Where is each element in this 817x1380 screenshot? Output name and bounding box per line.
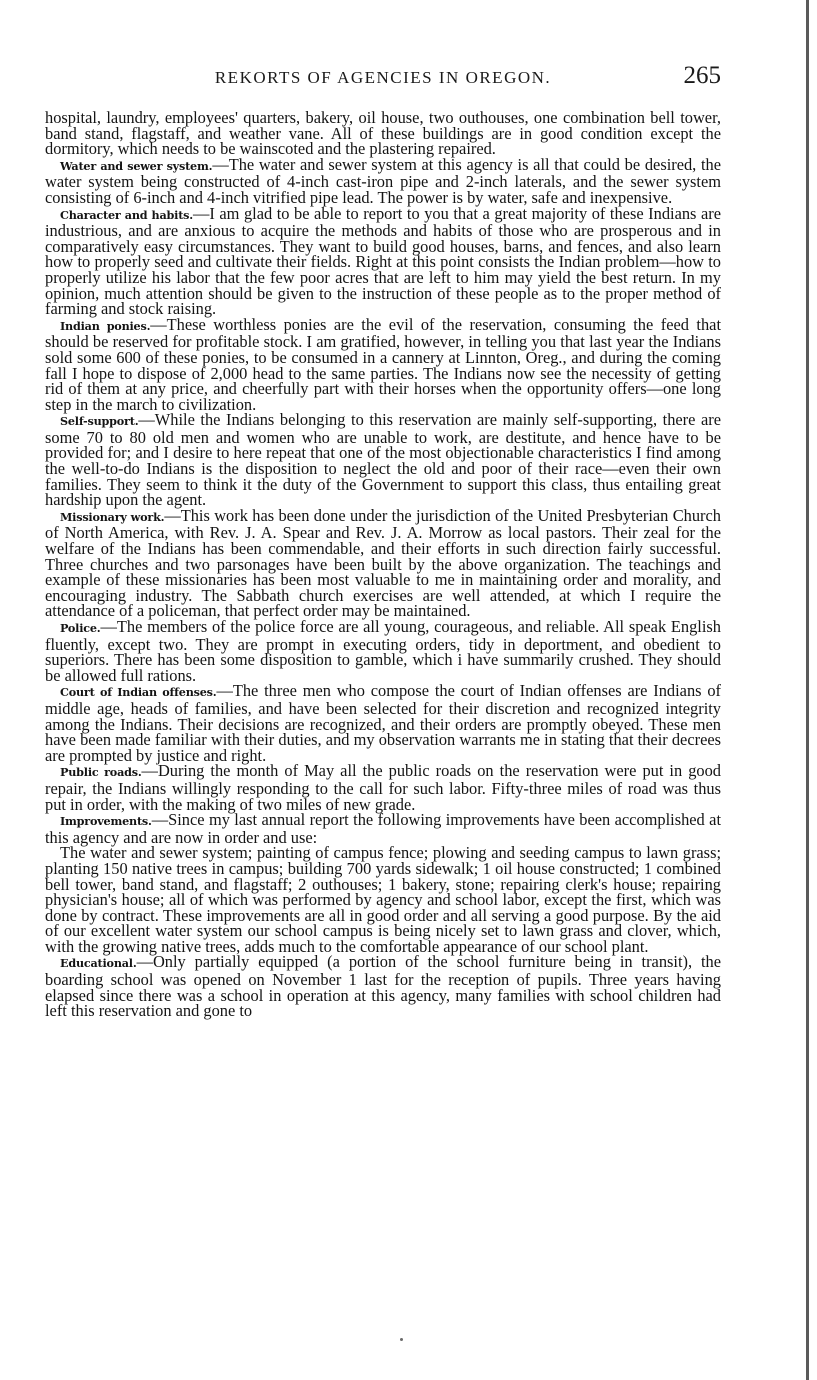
paragraph-heading: Water and sewer system. bbox=[60, 158, 213, 173]
paragraph-text: —Only partially equipped (a portion of the school furniture being in transit), the boarding school was opened on November 1 last for the reception of pupils. Three years having elapsed since there was a school in operation at this agency, many families with school children had left this reservation and gone to bbox=[45, 952, 721, 1021]
paragraph-heading: Improvements. bbox=[60, 814, 152, 829]
paragraph-text: —During the month of May all the public roads on the reservation were put in good repair, the Indians willingly responding to the call for such labor. Fifty-three miles of road was thus put in order, with the making of two miles of new grade. bbox=[45, 761, 721, 814]
paragraph-missionary-work bbox=[45, 505, 721, 621]
paragraph-text: —This work has been done under the jurisdiction of the United Presbyterian Church of North America, with Rev. J. A. Spear and Rev. J. A. Morrow as local pastors. Their zeal for the welfare of the Indians has been commendable, and their efforts in such direction fairly successful. Three churches and two parsonages have been built by the above organization. The teachings and example of these missionaries has been most valuable to me in maintaining order and morality, and encouraging industry. The Sabbath church exercises are well attended, at which I require the attendance of a policeman, that perfect order may be maintained. bbox=[45, 505, 721, 621]
paragraph-text: The water and sewer system; painting of campus fence; plowing and seeding campus to lawn grass; planting 150 native trees in campus; building 700 yards sidewalk; 1 oil house constructed; 1 combined bell tower, band stand, and flagstaff; 2 outhouses; 1 bakery, stone; repairing clerk's house; repairing physician's house; all of which was performed by agency and school labor, except the first, which was done by contract. These improvements are all in good order and all serving a good purpose. By the aid of our excellent water system our school campus is being nicely set to lawn grass and clover, which, with the growing native trees, adds much to the comfortable appearance of our school plant. bbox=[45, 843, 721, 956]
paragraph-educational bbox=[45, 952, 721, 1021]
paragraph-buildings bbox=[45, 110, 721, 157]
paragraph-text: —These worthless ponies are the evil of the reservation, consuming the feed that should be reserved for profitable stock. I am gratified, however, in telling you that last year the Indians sold some 600 of these ponies, to be consumed in a cannery at Linnton, Oreg., and during the coming fall I hope to dispose of 2,000 head to the same parties. The Indians now see the necessity of getting rid of them at any price, and cheerfully part with their horses when the opportunity offers—one long step in the march to civilization. bbox=[45, 314, 721, 414]
page-header bbox=[45, 62, 721, 92]
paragraph-text: —Since my last annual report the following improvements have been accomplished at this agency and are now in order and use: bbox=[45, 810, 721, 847]
paragraph-text: —The members of the police force are all young, courageous, and reliable. All speak English fluently, except two. They are prompt in executing orders, tidy in deportment, and obedient to superiors. There has been some disposition to gamble, which i have summarily crushed. They should be allowed full rations. bbox=[45, 617, 721, 685]
paragraph-heading: Educational. bbox=[60, 956, 137, 971]
paragraph-improvements-list bbox=[45, 845, 721, 954]
paragraph-court-of-indian-offenses bbox=[45, 683, 721, 763]
paragraph-heading: Public roads. bbox=[60, 765, 142, 780]
paragraph-heading: Missionary work. bbox=[60, 509, 165, 524]
paragraph-heading: Indian ponies. bbox=[60, 318, 151, 333]
paragraph-heading: Character and habits. bbox=[60, 207, 193, 222]
paragraph-text: —The three men who compose the court of Indian offenses are Indians of middle age, heads of families, and have been selected for their discretion and recognized integrity among the Indians. Their decisions are recognized, and their orders are promptly obeyed. These men have been made familiar with their duties, and my observation warrants me in stating that their decrees are prompted by justice and right. bbox=[45, 681, 721, 765]
paragraph-heading: Self-support. bbox=[60, 414, 139, 429]
paragraph-character-and-habits bbox=[45, 203, 721, 319]
paragraph-heading: Court of Indian offenses. bbox=[60, 685, 217, 700]
paragraph-text: —I am glad to be able to report to you that a great majority of these Indians are industrious, and are anxious to acquire the methods and habits of those who are prosperous and in comparatively easy circumstances. They want to build good houses, barns, and fences, and also learn how to properly seed and cultivate their fields. Right at this point consists the Indian problem—how to properly utilize his labor that the few poor acres that are left to him may yield the best return. In my opinion, much attention should be given to the instruction of these people as to the proper method of farming and stock raising. bbox=[45, 203, 721, 319]
page-number: 265 bbox=[683, 62, 721, 89]
paragraph-police bbox=[45, 619, 721, 683]
paragraph-public-roads bbox=[45, 763, 721, 812]
body-text bbox=[45, 110, 721, 1019]
paragraph-text: —While the Indians belonging to this reservation are mainly self-supporting, there are some 70 to 80 old men and women who are unable to work, are destitute, and hence have to be provided for; and I desire to here repeat that one of the most objectionable characteristics I find among the well-to-do Indians is the disposition to neglect the old and poor of their race—even their own families. They seem to think it the duty of the Government to support this class, thus entailing great hardship upon the agent. bbox=[45, 410, 721, 510]
paragraph-improvements bbox=[45, 812, 721, 845]
paragraph-heading: Police. bbox=[60, 621, 101, 635]
running-title: REKORTS OF AGENCIES IN OREGON. bbox=[214, 68, 552, 87]
paragraph-water-and-sewer bbox=[45, 154, 722, 207]
paragraph-self-support bbox=[45, 412, 721, 508]
print-speck bbox=[400, 1338, 403, 1341]
paragraph-text: hospital, laundry, employees' quarters, bakery, oil house, two outhouses, one combination bell tower, band stand, flagstaff, and weather vane. All of these buildings are in good condition except the dormitory, which needs to be wainscoted and the plastering repaired. bbox=[45, 108, 721, 159]
page-edge-rule bbox=[806, 0, 809, 1380]
paragraph-indian-ponies bbox=[45, 314, 721, 414]
paragraph-text: —The water and sewer system at this agency is all that could be desired, the water system being constructed of 4-inch cast-iron pipe and 2-inch laterals, and the sewer system consisting of 6-inch and 4-inch vitrified pipe lead. The power is by water, safe and inexpensive. bbox=[45, 154, 722, 207]
